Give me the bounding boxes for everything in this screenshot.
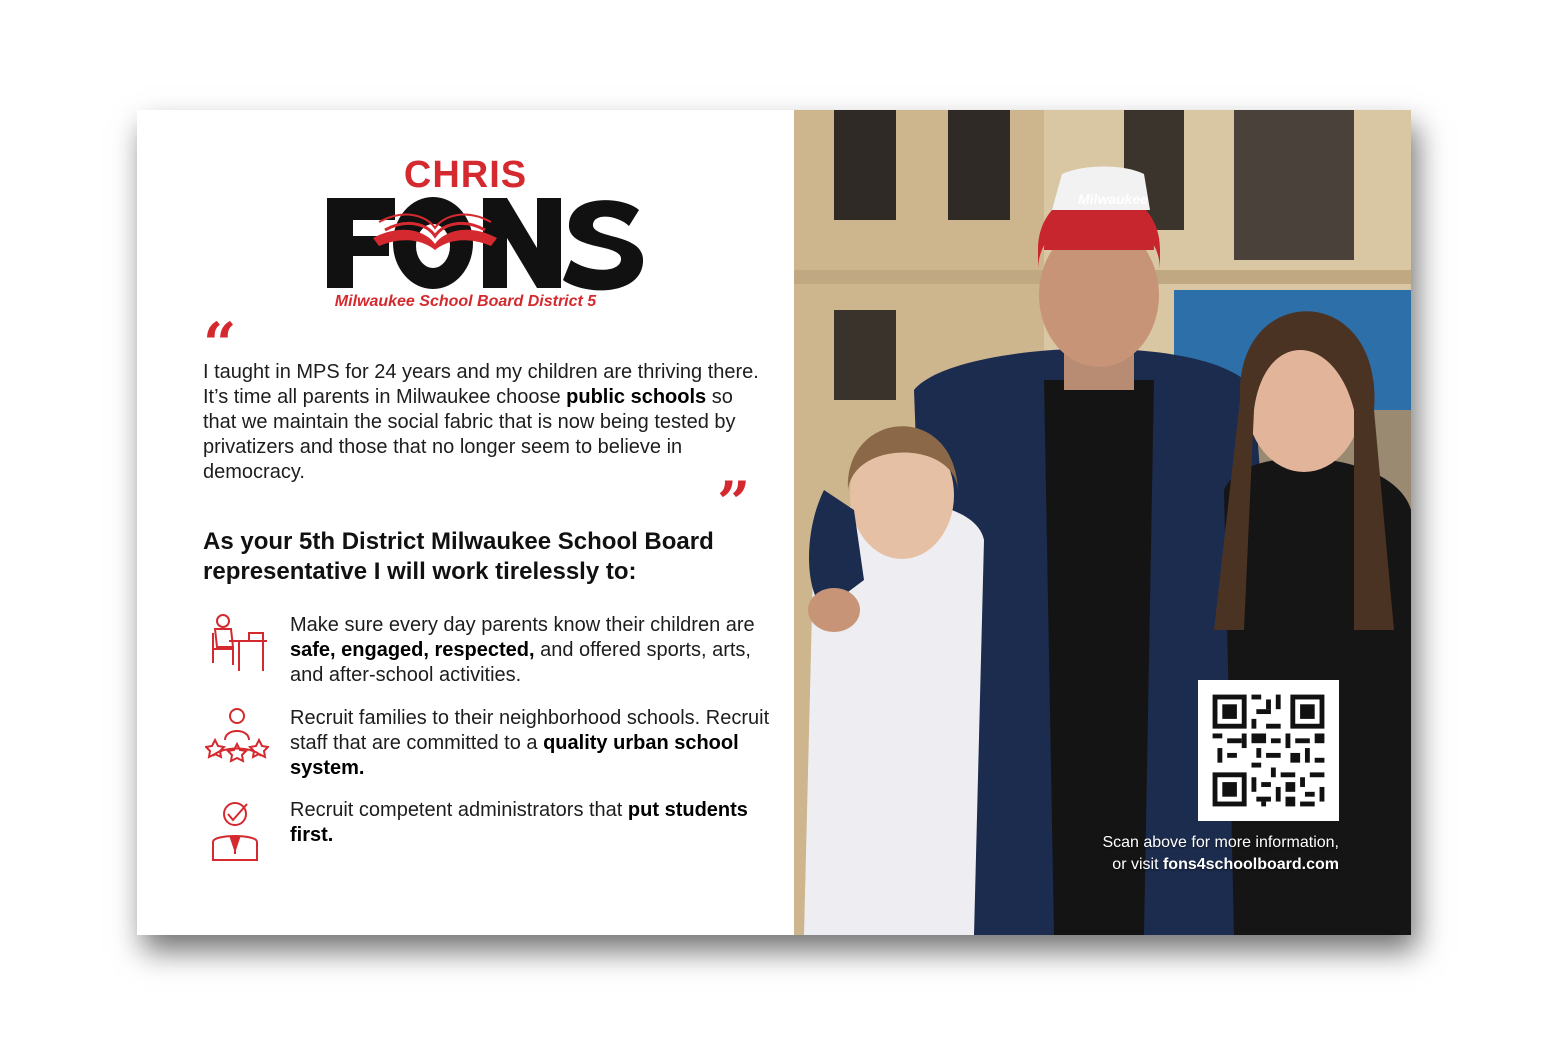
list-item (203, 613, 763, 693)
logo-subtitle: Milwaukee School Board District 5 (334, 293, 597, 310)
list-item (203, 798, 763, 868)
open-quote-mark: “ (203, 310, 237, 378)
list-item-text: Recruit families to their neighborhood schools. Recruit staff that are committed to a quality urban school system. (290, 707, 770, 779)
community-stars-icon (205, 706, 269, 770)
quote-part-2: so that we maintain the social fabric that is now being tested by privatizers and those that no longer seem to believe in democracy. (203, 386, 736, 483)
campaign-mailer-card (137, 110, 1411, 935)
scan-caption (1102, 832, 1339, 876)
list-item (203, 706, 770, 786)
student-desk-icon (205, 613, 269, 677)
section-heading: As your 5th District Milwaukee School Board representative I will work tirelessly to: (203, 528, 714, 585)
qr-code-icon (1198, 680, 1339, 821)
quote-bold: public schools (566, 386, 707, 408)
logo-first-name: CHRIS (403, 154, 528, 196)
cap-logo-text: Milwaukee (1078, 191, 1149, 207)
qr-code[interactable] (1198, 680, 1339, 821)
website-link[interactable]: fons4schoolboard.com (1162, 856, 1339, 873)
administrator-check-icon (205, 798, 269, 862)
close-quote-mark: ” (717, 469, 751, 537)
list-item-text: Recruit competent administrators that put students first. (290, 799, 748, 846)
family-photo-panel (794, 110, 1411, 935)
quote-part-1: I taught in MPS for 24 years and my children are thriving there. It’s time all parents in Milwaukee choose (203, 361, 759, 408)
scan-line-2: or visit fons4schoolboard.com (1112, 856, 1339, 873)
list-item-text: Make sure every day parents know their children are safe, engaged, respected, and offered sports, arts, and after-school activities. (290, 614, 755, 686)
fons-logo (323, 188, 643, 298)
left-panel (137, 110, 794, 935)
scan-line-1: Scan above for more information, (1102, 834, 1339, 851)
logo-last-name: FONS (323, 188, 326, 189)
quote-text (203, 360, 763, 485)
